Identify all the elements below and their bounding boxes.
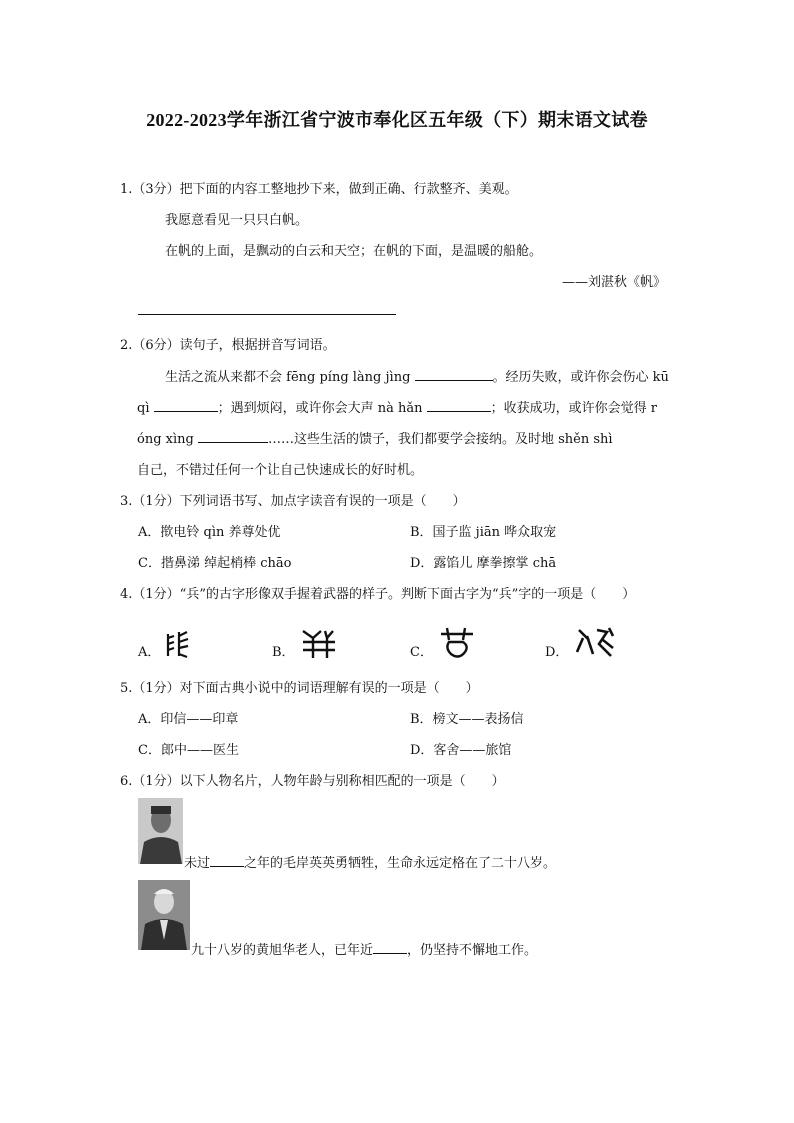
question-6-card-2-text — [191, 939, 537, 958]
option-c-label: C． — [410, 645, 433, 660]
card-1-text-b: 之年的毛岸英英勇牺牲，生命永远定格在了二十八岁。 — [244, 856, 557, 871]
question-2-row-2-text-b: ；遇到烦闷，或许你会大声 nà hǎn — [217, 401, 423, 416]
question-2-row-4: 自己，不错过任何一个让自己快速成长的好时机。 — [137, 463, 424, 478]
answer-blank-1[interactable] — [415, 366, 493, 381]
portrait-photo-2-icon — [138, 880, 190, 950]
question-2-row-1-text-b: 。经历失败，或许你会伤心 kū — [492, 370, 669, 385]
question-2-row-1 — [165, 366, 669, 385]
card-2-text-b: ，仍坚持不懈地工作。 — [407, 943, 538, 958]
question-6-card-1-text — [184, 852, 556, 871]
card-2-text-a: 九十八岁的黄旭华老人，已年近 — [191, 943, 374, 958]
question-5-option-b[interactable]: B．榜文——表扬信 — [410, 712, 524, 727]
question-3-option-b[interactable]: B．国子监 jiān 哗众取宠 — [410, 525, 557, 540]
answer-blank-6[interactable] — [373, 939, 407, 954]
question-2-row-2-text-a: qì — [137, 401, 150, 416]
question-3-option-a[interactable]: A．揿电铃 qìn 养尊处优 — [138, 525, 281, 540]
question-1-line-1: 我愿意看见一只只白帆。 — [165, 213, 309, 228]
ancient-character-b-icon — [299, 628, 339, 660]
question-2-row-3-text-b: ……这些生活的馈子，我们都要学会接纳。及时地 shěn shì — [267, 432, 613, 447]
ancient-character-d-icon — [573, 626, 617, 660]
question-5-option-d[interactable]: D．客舍——旅馆 — [410, 743, 512, 758]
question-2-row-1-text-a: 生活之流从来都不会 fēng píng làng jìng — [165, 370, 411, 385]
question-3-option-c[interactable]: C．揩鼻涕 绰起梢棒 chāo — [138, 556, 292, 571]
question-1-stem: 1.（3分）把下面的内容工整地抄下来，做到正确、行款整齐、美观。 — [120, 182, 518, 197]
answer-blank-3[interactable] — [427, 397, 491, 412]
portrait-photo-2 — [138, 880, 190, 950]
question-4-stem: 4.（1分）“兵”的古字形像双手握着武器的样子。判断下面古字为“兵”字的一项是（ ） — [120, 587, 636, 602]
question-1-source: ——刘湛秋《帆》 — [562, 275, 667, 290]
question-5-option-c[interactable]: C．郎中——医生 — [138, 743, 239, 758]
question-5-stem: 5.（1分）对下面古典小说中的词语理解有误的一项是（ ） — [120, 681, 479, 696]
question-2-stem: 2.（6分）读句子，根据拼音写词语。 — [120, 338, 336, 353]
portrait-photo-1 — [138, 798, 183, 864]
question-1-answer-line[interactable] — [138, 314, 396, 315]
question-4-option-c[interactable] — [410, 615, 477, 660]
question-2-row-3 — [137, 428, 613, 447]
question-2-row-2-text-c: ；收获成功，或许你会觉得 r — [490, 401, 658, 416]
question-4-option-d[interactable] — [545, 615, 617, 660]
question-4-option-b[interactable] — [272, 615, 339, 660]
page-title: 2022-2023学年浙江省宁波市奉化区五年级（下）期末语文试卷 — [146, 110, 648, 130]
question-3-option-d[interactable]: D．露馅儿 摩拳擦掌 chā — [410, 556, 557, 571]
question-3-stem: 3.（1分）下列词语书写、加点字读音有误的一项是（ ） — [120, 494, 466, 509]
ancient-character-a-icon — [165, 628, 191, 660]
option-d-label: D． — [545, 645, 569, 660]
question-2-row-2 — [137, 397, 657, 416]
answer-blank-2[interactable] — [154, 397, 218, 412]
card-1-text-a: 未过 — [184, 856, 211, 871]
question-1-line-2: 在帆的上面，是飘动的白云和天空；在帆的下面，是温暖的船舱。 — [165, 244, 543, 259]
portrait-photo-1-icon — [138, 798, 183, 864]
option-b-label: B． — [272, 645, 295, 660]
ancient-character-c-icon — [437, 626, 477, 660]
question-2-row-3-text-a: óng xìng — [137, 432, 194, 447]
question-5-option-a[interactable]: A．印信——印章 — [138, 712, 239, 727]
answer-blank-4[interactable] — [198, 428, 268, 443]
question-6-stem: 6.（1分）以下人物名片，人物年龄与别称相匹配的一项是（ ） — [120, 774, 505, 789]
answer-blank-5[interactable] — [210, 852, 244, 867]
option-a-label: A． — [138, 645, 161, 660]
question-4-option-a[interactable] — [138, 615, 191, 660]
